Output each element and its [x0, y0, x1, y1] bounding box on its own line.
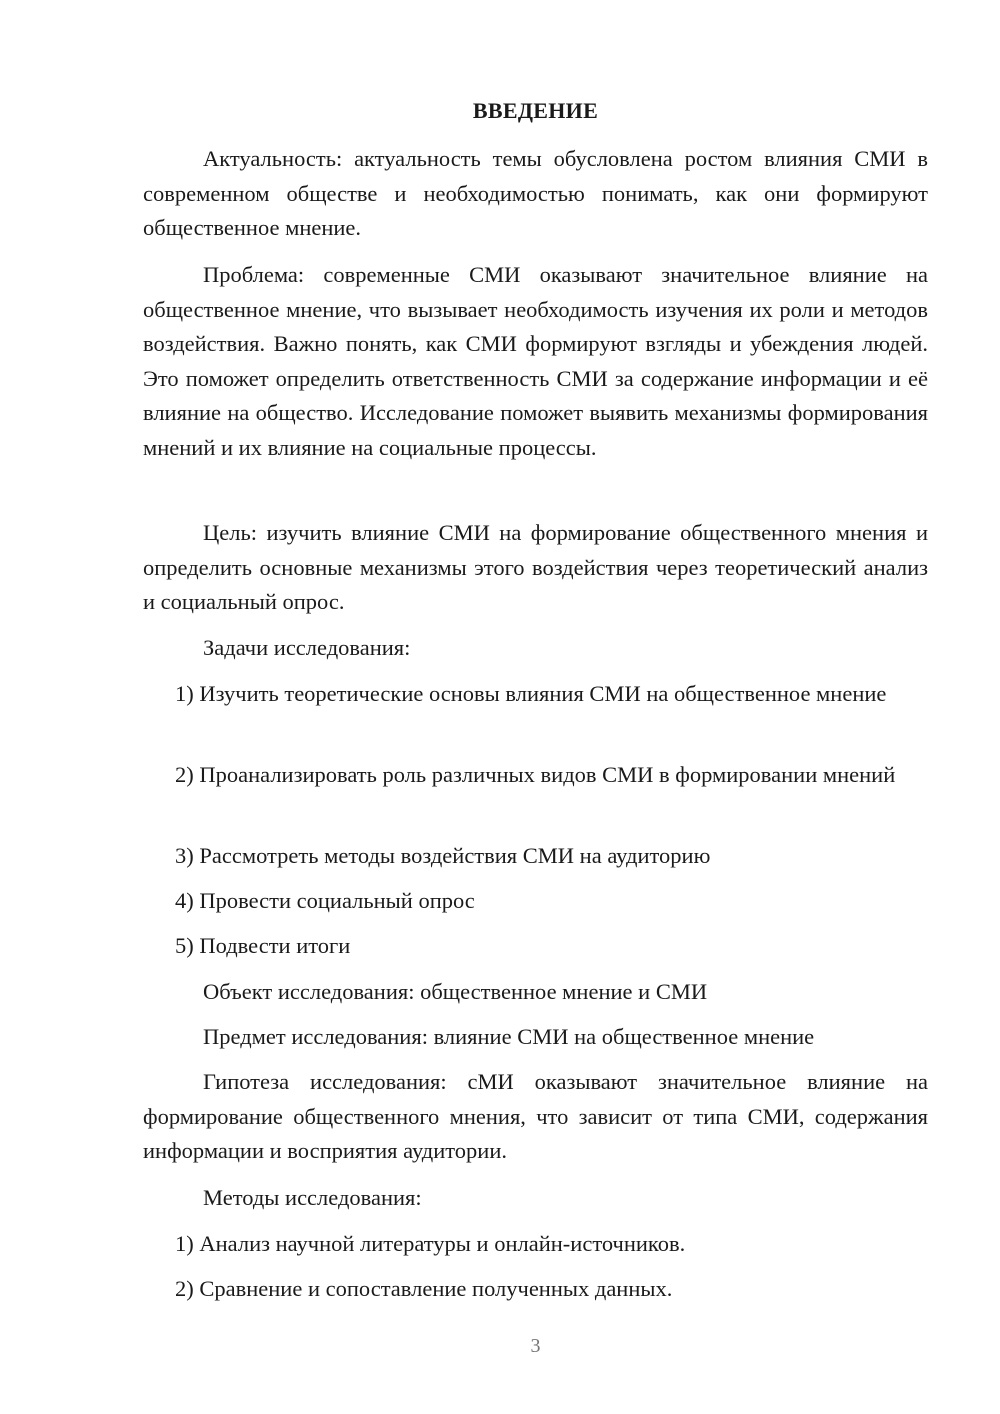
task-item: 5) Подвести итоги: [175, 933, 351, 958]
paragraph-methods-heading: Методы исследования:: [203, 1185, 422, 1210]
document-page: [143, 0, 928, 1414]
paragraph-object: Объект исследования: общественное мнение и СМИ: [203, 979, 708, 1004]
task-item: 4) Провести социальный опрос: [175, 888, 475, 913]
paragraph-problem: Проблема: современные СМИ оказывают значительное влияние на общественное мнение, что вызывает необходимость изучения их роли и методов воздействия. Важно понять, как СМИ формируют взгляды и убеждения людей. Это поможет определить ответственность СМИ за содержание информации и её влияние на общество. Исследование поможет выявить механизмы формирования мнений и их влияние на социальные процессы.: [143, 262, 928, 460]
paragraph-relevance: Актуальность: актуальность темы обусловлена ростом влияния СМИ в современном обществе и необходимостью понимать, как они формируют общественное мнение.: [143, 146, 928, 240]
page-number: 3: [530, 1335, 541, 1357]
paragraph-hypothesis: Гипотеза исследования: сМИ оказывают значительное влияние на формирование общественного мнения, что зависит от типа СМИ, содержания информации и восприятия аудитории.: [143, 1069, 928, 1163]
paragraph-tasks-heading: Задачи исследования:: [203, 635, 411, 660]
method-item: 1) Анализ научной литературы и онлайн-источников.: [175, 1231, 686, 1256]
task-item: 2) Проанализировать роль различных видов СМИ в формировании мнений: [175, 762, 896, 787]
method-item: 2) Сравнение и сопоставление полученных данных.: [175, 1276, 673, 1301]
task-item: 1) Изучить теоретические основы влияния СМИ на общественное мнение: [175, 681, 887, 706]
paragraph-goal: Цель: изучить влияние СМИ на формирование общественного мнения и определить основные механизмы этого воздействия через теоретический анализ и социальный опрос.: [143, 520, 928, 614]
paragraph-subject: Предмет исследования: влияние СМИ на общественное мнение: [203, 1024, 815, 1049]
page-title: ВВЕДЕНИЕ: [472, 98, 599, 123]
task-item: 3) Рассмотреть методы воздействия СМИ на аудиторию: [175, 843, 711, 868]
